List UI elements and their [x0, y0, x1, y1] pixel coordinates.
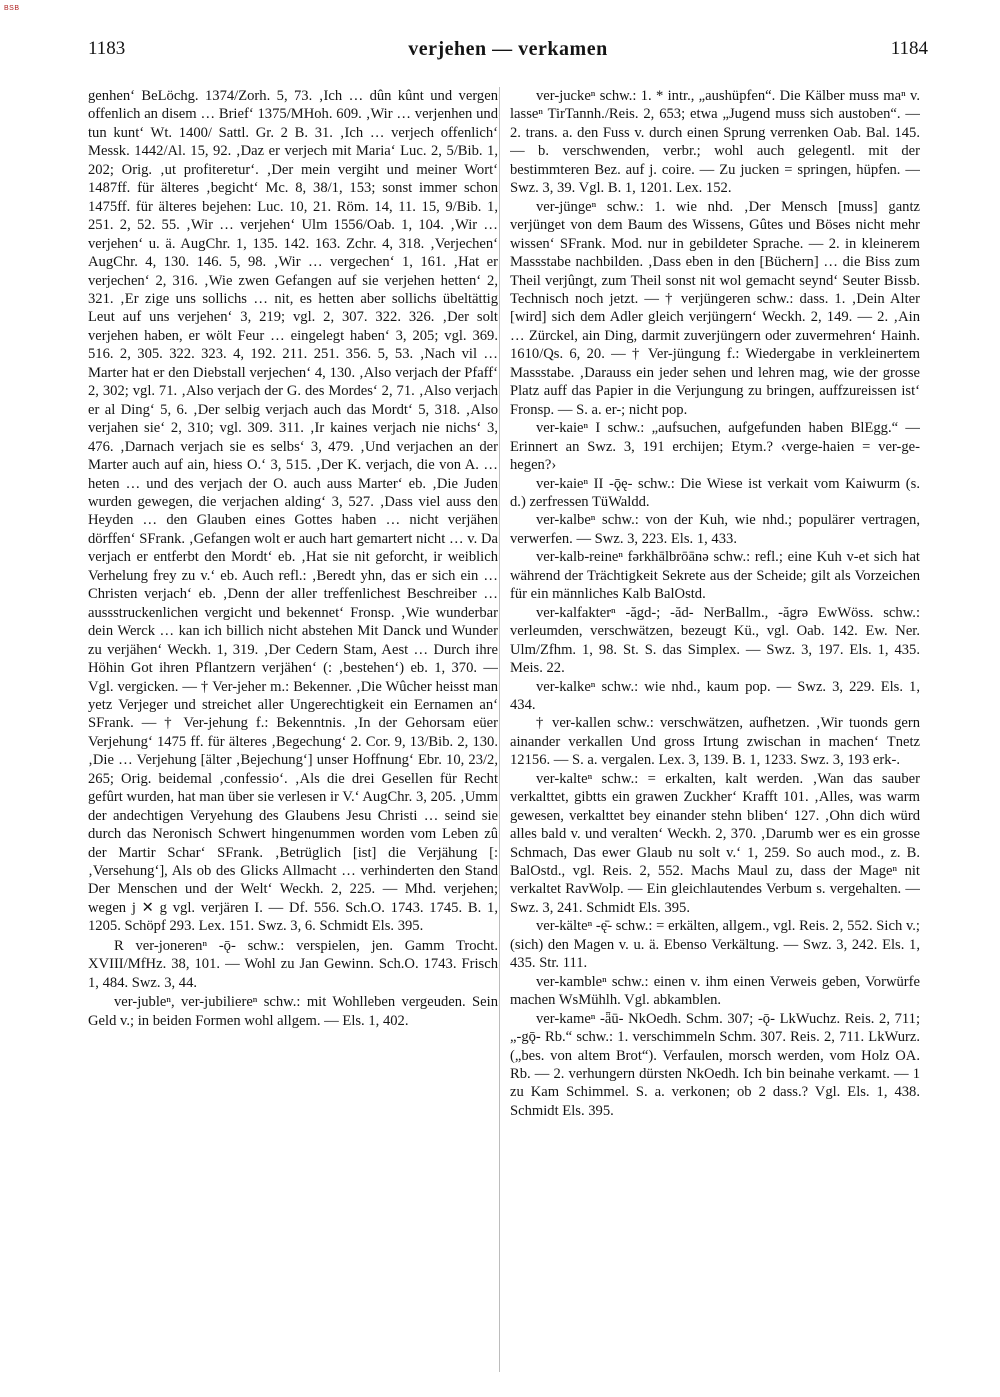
page-number-right: 1184	[890, 38, 928, 59]
dictionary-entry: ver-kambleⁿ schw.: einen v. ihm einen Verweis geben, Vorwürfe machen WsMühlh. Vgl. abkamblen.	[510, 973, 920, 1009]
library-stamp: BSB	[4, 5, 20, 12]
dictionary-entry: ver-jubleⁿ, ver-jubiliereⁿ schw.: mit Wohlleben vergeuden. Sein Geld v.; in beiden Formen wohl allgem. — Els. 1, 402.	[88, 994, 498, 1029]
dictionary-entry: ver-kameⁿ -ǟū- NkOedh. Schm. 307; -ǭ- LkWuchz. Reis. 2, 711; „-gǭ- Rb.“ schw.: 1. verschimmeln Schm. 307. Reis. 2, 711. LkWurz. („bes. von altem Brot“). Verfaulen, morsch werden, vom Holz OA. Rb. — 2. verhungern dürsten NkOedh. Ich bin beinahe verkamt. — 1 zu Kam Schimmel. S. a. verkonen; ob 2 dass.? Vgl. Els. 1, 438. Schmidt Els. 395.	[510, 1010, 920, 1119]
dictionary-entry: ver-kälteⁿ -ę̄- schw.: = erkälten, allgem., vgl. Reis. 2, 552. Sich v.; (sich) den Magen v. u. ä. Ebenso Verkältung. — Swz. 3, 242. Els. 1, 435. Str. 111.	[510, 918, 920, 972]
entry-continuation: genhen‘ BeLöchg. 1374/Zorh. 5, 73. ‚Ich … dûn kûnt und vergen offenlich an disem … Brief‘ 1375/MHoh. 609. ‚Wir … verjenhen und tun kunt‘ Wt. 1400/ Sattl. Gr. 2 B. 31. ‚Ich … verjech offenlich‘ Messk. 1442/Al. 15, 92. ‚Daz er verjech mit Maria‘ Luc. 2, 5/Bib. 1, 202; Orig. ‚ut profiteretur‘. ‚Der mein vergiht und meiner Wort‘ 1487ff. für älteres ‚begicht‘ Mc. 8, 38/1, 153; sonst immer schon 1475ff. für älteres bejehen: Luc. 10, 21. Röm. 14, 11. 15, 9/Bib. 1, 251. 2, 52. 55. ‚Wir … verjehen‘ Ulm 1556/Oab. 1, 104. ‚Wir … verjehen‘ u. ä. AugChr. 1, 135. 142. 163. Zchr. 4, 318. ‚Verjechen‘ AugChr. 4, 130. 146. 5, 98. ‚Wir … vergechen‘ 1, 161. ‚Hat er verjechen‘ 2, 316. ‚Wie zwen Gefangen auf sie verjehen hetten‘ 2, 321. ‚Er zige uns sollichs … nit, es hetten aber sollichs übeltättig Leut auf uns verjehen‘ 3, 219; vgl. 2, 307. 322. 326. ‚Der solt verjehen haben, er wölt Feur … eingelegt haben‘ 3, 205; vgl. 369. 516. 2, 305. 322. 323. 4, 192. 211. 251. 356. 5, 53. ‚Nach vil … Marter hat er den Diebstall verjechen‘ 4, 130. ‚Also verjach der Pfaff‘ 2, 302; vgl. 71. ‚Also verjach der G. des Mordes‘ 2, 71. ‚Also verjach er al Ding‘ 5, 6. ‚Der selbig verjach auch das Mordt‘ 5, 318. ‚Also verjahen sie‘ 2, 310; vgl. 309. 311. ‚Ir kaines verjach nie nichs‘ 3, 476. ‚Darnach verjach sie es selbs‘ 3, 479. ‚Und verjachen an der Marter auch auf ain, hiess O.‘ 3, 515. ‚Der K. verjach, die von A. … heten … und des verjach der O. auch auss Marter‘ eb. ‚Die Juden wurden gewegen, die verjachen alding‘ 3, 527. ‚Dass viel auss den Heyden … den Glauben eines Gottes haben … nicht verjähen dörffen‘ SFrank. ‚Gefangen wolt er auch hart gemartert nicht … v. Da verjach er entferbt den Mordt‘ eb. ‚Hat sie nit geforcht, ir weiblich Verhelung frey zu v.‘ eb. Auch refl.: ‚Beredt yhn, das er sich ein … Christen verjach‘ eb. ‚Denn der aller treffenlichest Beschreiber … aussstruckenlichen vergicht und bekennet‘ Fronsp. ‚Wie wunderbar dein Werck … kan ich billich nicht abstehen Mit Danck und Wunder zu verjähen‘ Weckh. 1, 319. ‚Der Cedern Stam, Aest … Durch ihre Höhin Got ihren Pflantzern verjähen‘ (: ‚bestehen‘) eb. 1, 370. — Vgl. vergicken. — † Ver-jeher m.: Bekenner. ‚Die Wûcher heisst man yetz Verjeger und streichet aller Ungerechtigkeit ein Eernamen an‘ SFrank. — † Ver-jehung f.: Bekenntnis. ‚In der Gehorsam eüer Verjehung‘ 1475 ff. für älteres ‚Begechung‘ 2. Cor. 9, 13/Bib. 2, 130. ‚Die … Verjehung [älter ‚Bejechung‘] unser Hoffnung‘ Ebr. 10, 23/2, 265; Orig. beidemal ‚confessio‘. ‚Als die drei Gesellen für Recht gefûrt wurden, hat man über sie verlesen ir V.‘ AugChr. 3, 205. ‚Umm der andechtigen Veryehung des Glaubens Jesu Christi … seind sie durch das Neronisch Schwert hingenummen worden vom Leben zû der Martir Schar‘ SFrank. ‚Betrüglich [ist] die Verjähung [: ‚Versehung‘], Als ob des Glicks Allmacht … verhinderten den Stand Der Menschen und der Welt‘ Weckh. 2, 225. — Mhd. verjehen; wegen j ✕ g vgl. verjären I. — Df. 556. Sch.O. 1743. 1745. B. 1, 1205. Schöpf 293. Lex. 151. Swz. 3, 6. Schmidt Els. 395.	[88, 88, 498, 935]
left-column	[88, 87, 498, 1372]
dictionary-entry: ver-kalbeⁿ schw.: von der Kuh, wie nhd.; populärer vertragen, verwerfen. — Swz. 3, 223. Els. 1, 433.	[510, 512, 920, 547]
dictionary-entry: ver-kalteⁿ schw.: = erkalten, kalt werden. ‚Wan das sauber verkalttet, gibtts ein grawen Zuckher‘ Krafft 101. ‚Alles, was warm gewesen, verkalttet bey einander stehn bliben‘ 127. ‚Ohn dich würd alles bald v. und veralten‘ Weckh. 2, 370. ‚Darumb wer es ein grosse Schmach, Das ewer Glaub nu solt v.‘ 1, 259. So auch mod., z. B. BalOstd., vgl. Reis. 2, 552. Machs Maul zu, dass der Mageⁿ nit verkaltet RavWolp. — Ein gleichlautendes Verbum s. vergehalten. — Swz. 3, 241. Schmidt Els. 395.	[510, 770, 920, 916]
dictionary-entry: ver-kalb-reineⁿ fərkhālbrōānə schw.: refl.; eine Kuh v-et sich hat während der Trächtigkeit Sekrete aus der Scheide; gilt als Vorzeichen für ein männliches Kalb BalOstd.	[510, 549, 920, 603]
dictionary-entry: † ver-kallen schw.: verschwätzen, aufhetzen. ‚Wir tuonds gern ainander verkallen Und gross Irtung zwischan in machen‘ Tnetz 12156. — S. a. vergalen. Lex. 3, 139. B. 1, 1233. Swz. 3, 193 erk-.	[510, 715, 920, 769]
dictionary-entry: R ver-jonerenⁿ -ǭ- schw.: verspielen, jen. Gamm Trocht. XVIII/MfHz. 38, 101. — Wohl zu Jan Gewinn. Sch.O. 1743. Frisch 1, 484. Swz. 3, 44.	[88, 937, 498, 991]
running-title: verjehen — verkamen	[408, 38, 608, 60]
dictionary-entry: ver-kalfakterⁿ -ăgd-; -ăd- NerBallm., -ăgrə EwWöss. schw.: verleumden, verschwätzen, bezeugt Kü., vgl. Oab. 142. Ew. Ner. Ulm/Zfhm. 1, 98. St. S. das Simplex. — Swz. 3, 197. Els. 1, 435. Meis. 22.	[510, 604, 920, 677]
page-header	[88, 38, 928, 66]
dictionary-entry: ver-jüngeⁿ schw.: 1. wie nhd. ‚Der Mensch [muss] gantz verjünget von dem Baum des Wissens, Gûtes und Böses nicht mehr wissen‘ SFrank. Mod. nur in gebildeter Sprache. — 2. in kleinerem Massstabe nachbilden. ‚Dass eben in den [Büchern] … die Biss zum Theil verjûngt, zum Theil sonst nit wol gemacht seynd‘ Seuter Bissb. Technisch noch jetzt. — † verjüngeren schw.: dass. 1. ‚Dein Alter [wird] sich dem Adler gleich verjüngern‘ Weckh. 2, 149. — 2. ‚Ain … Zürckel, ain Ding, darmit zuverjüngern oder zuvermehren‘ Hainh. 1610/Qs. 6, 20. — † Ver-jüngung f.: Wiedergabe in verkleinertem Massstabe. ‚Darauss ein jeder sehen und lehren mag, wie der grosse Platz auff das Papier in die Verjungung zu bringen, auffzureissen ist‘ Fronsp. — S. a. er-; nicht pop.	[510, 198, 920, 418]
column-divider	[499, 87, 500, 1372]
dictionary-entry: ver-kaieⁿ II -ǭę- schw.: Die Wiese ist verkait vom Kaiwurm (s. d.) zerfressen TüWaldd.	[510, 475, 920, 510]
dictionary-entry: ver-juckeⁿ schw.: 1. * intr., „aushüpfen“. Die Kälber muss maⁿ v. lasseⁿ TirTannh./Reis. 2, 653; etwa „Jugend muss sich austoben“. — 2. trans. a. den Fuss v. durch einen Sprung verrenken Oab. Bal. 145. — b. verschwenden, verbr.; wohl auch gelegentl. mit der bestimmteren Bez. auf j. coire. — Zu jucken = springen, hüpfen. — Swz. 3, 39. Vgl. B. 1, 1201. Lex. 152.	[510, 88, 920, 197]
right-column	[510, 87, 920, 1372]
dictionary-entry: ver-kalkeⁿ schw.: wie nhd., kaum pop. — Swz. 3, 229. Els. 1, 434.	[510, 678, 920, 713]
page-number-left: 1183	[88, 38, 126, 59]
dictionary-entry: ver-kaieⁿ I schw.: „aufsuchen, aufgefunden haben BlEgg.“ — Erinnert an Swz. 3, 191 erchijen; Etym.? ‹verge-haien = ver-ge-hegen?›	[510, 420, 920, 474]
